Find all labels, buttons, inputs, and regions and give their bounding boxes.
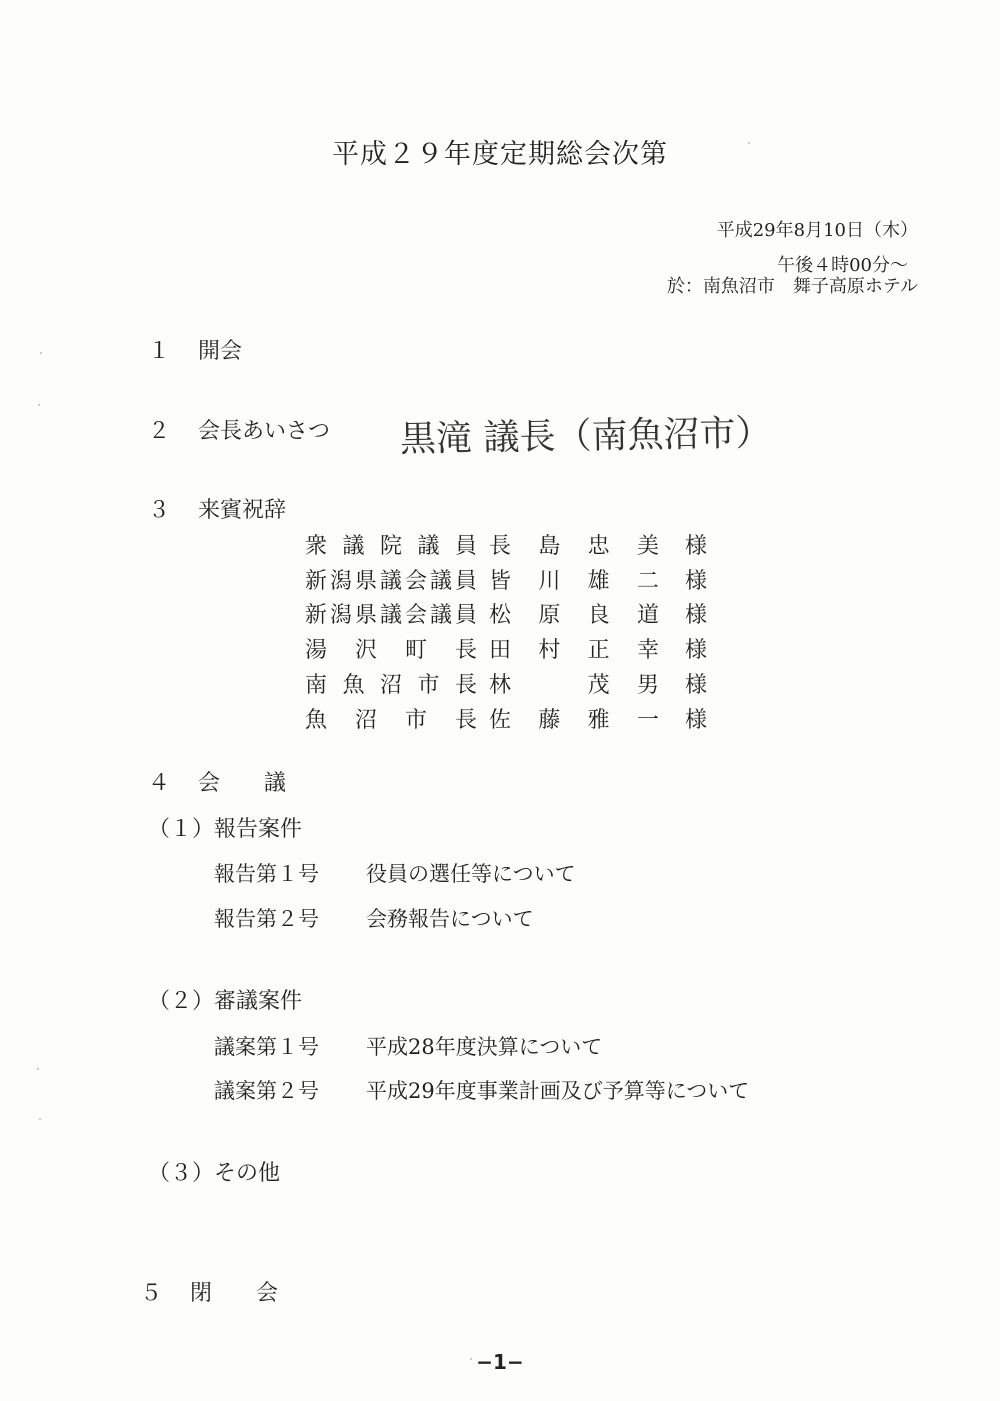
item-code: 議案第２号 <box>214 1079 319 1103</box>
section-2 <box>148 414 330 445</box>
item-text: 役員の選任等について <box>366 862 576 886</box>
scan-speck <box>748 142 750 144</box>
section-label: 閉 会 <box>190 1281 279 1306</box>
guest-honorific: 様 <box>685 569 708 594</box>
agenda-item <box>214 903 534 933</box>
guest-honorific: 様 <box>685 603 708 628</box>
scan-speck <box>38 404 40 406</box>
subsection-label: （２）審議案件 <box>148 989 303 1014</box>
guest-title: 湯沢町長 <box>305 638 477 663</box>
section-number: ５ <box>140 1281 163 1306</box>
section-3 <box>148 493 286 524</box>
scan-speck <box>470 1358 472 1360</box>
guest-name: 松原良道 <box>489 603 659 628</box>
guest-honorific: 様 <box>685 708 708 733</box>
guest-title: 衆議院議員 <box>305 534 477 559</box>
item-code: 報告第１号 <box>214 862 319 886</box>
guest-row <box>305 668 707 699</box>
agenda-item <box>214 1075 749 1105</box>
scan-speck <box>40 352 42 354</box>
guest-title: 南魚沼市長 <box>305 673 477 698</box>
section-number: ４ <box>148 771 171 796</box>
scan-speck <box>37 1068 39 1070</box>
meeting-date: 平成29年8月10日（木） <box>716 220 918 241</box>
guest-row <box>305 598 707 629</box>
section-label: 来賓祝辞 <box>198 498 287 523</box>
section-number: １ <box>148 339 171 364</box>
guest-row <box>305 529 707 560</box>
guest-name: 林 茂男 <box>489 673 659 698</box>
section-number: ３ <box>148 498 171 523</box>
item-text: 会務報告について <box>366 907 534 931</box>
guest-honorific: 様 <box>685 638 708 663</box>
scan-speck <box>39 1118 41 1120</box>
item-text: 平成29年度事業計画及び予算等について <box>366 1079 750 1103</box>
section-number: ２ <box>148 419 171 444</box>
page-number: −1− <box>476 1350 524 1374</box>
section-label: 開会 <box>198 339 243 364</box>
item-text: 平成28年度決算について <box>366 1035 603 1059</box>
section-label: 会長あいさつ <box>198 419 331 444</box>
section-5 <box>140 1276 278 1307</box>
guest-name: 皆川雄二 <box>489 569 659 594</box>
guest-name: 長島忠美 <box>489 534 659 559</box>
guest-honorific: 様 <box>685 673 708 698</box>
guest-row <box>305 633 707 664</box>
guest-title: 新潟県議会議員 <box>305 603 477 628</box>
agenda-item <box>214 858 576 888</box>
guest-name: 田村正幸 <box>489 638 659 663</box>
guest-row <box>305 564 707 595</box>
guest-name: 佐藤雅一 <box>489 708 659 733</box>
section-1 <box>148 334 242 365</box>
subsection-label: （１）報告案件 <box>148 817 303 842</box>
meeting-time: 午後４時00分～ <box>777 255 908 276</box>
guest-title: 魚沼市長 <box>305 708 477 733</box>
agenda-item <box>214 1031 602 1061</box>
document-title: 平成２９年度定期総会次第 <box>332 139 668 170</box>
item-code: 報告第２号 <box>214 907 319 931</box>
guest-row <box>305 703 707 734</box>
subsection-label: （３）その他 <box>148 1161 281 1186</box>
meeting-venue: 於：南魚沼市 舞子高原ホテル <box>666 276 918 297</box>
handwritten-note: 黒滝 議長（南魚沼市） <box>399 412 772 461</box>
section-4 <box>148 766 286 797</box>
guest-honorific: 様 <box>685 534 708 559</box>
guest-title: 新潟県議会議員 <box>305 569 477 594</box>
item-code: 議案第１号 <box>214 1035 319 1059</box>
section-label: 会 議 <box>198 771 287 796</box>
